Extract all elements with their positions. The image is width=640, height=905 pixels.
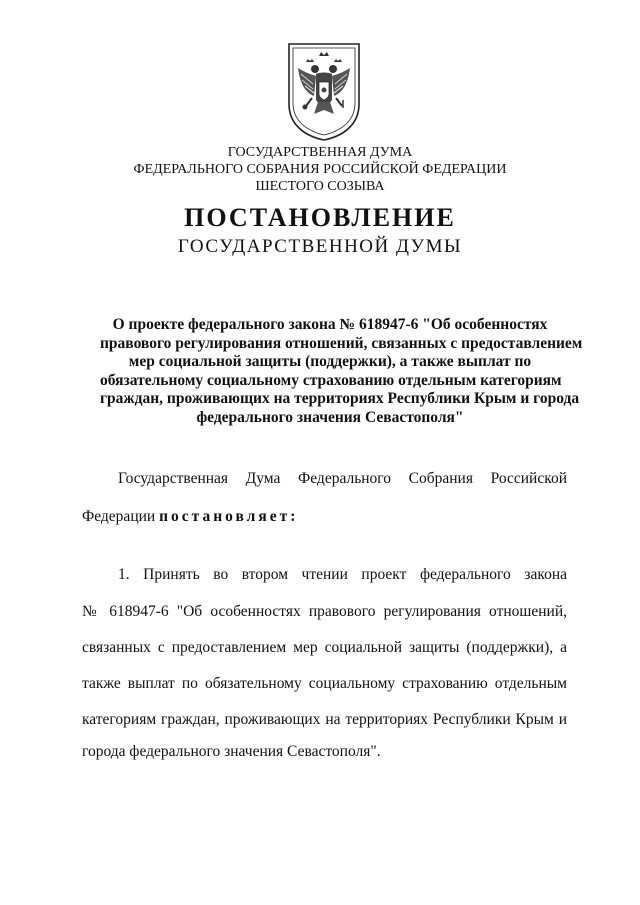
preamble-line — [82, 508, 567, 526]
subject-line: обязательному социальному страхованию отдельным категориям — [100, 371, 562, 389]
document-subtitle: ГОСУДАРСТВЕННОЙ ДУМЫ — [177, 236, 463, 257]
item1-line: также выплат по обязательному социальному страхованию отдельным — [82, 675, 567, 692]
coat-of-arms-emblem — [286, 42, 362, 142]
item1-line: города федерального значения Севастополя". — [82, 743, 381, 760]
preamble-line: Государственная Дума Федерального Собрания Российской — [118, 470, 567, 487]
preamble-start: Федерации — [82, 508, 160, 525]
preamble-decree-word: постановляет: — [159, 508, 299, 525]
document-title: ПОСТАНОВЛЕНИЕ — [184, 203, 456, 232]
item1-line: связанных с предоставлением мер социальной защиты (поддержки), а — [82, 639, 567, 656]
item1-line: № 618947-6 "Об особенностях правового регулирования отношений, — [82, 603, 567, 620]
header-assembly-line: ФЕДЕРАЛЬНОГО СОБРАНИЯ РОССИЙСКОЙ ФЕДЕРАЦИИ — [133, 162, 507, 177]
header-convocation-line: ШЕСТОГО СОЗЫВА — [255, 179, 385, 194]
subject-line: мер социальной защиты (поддержки), а также выплат по — [128, 353, 532, 370]
subject-line: О проекте федерального закона № 618947-6 "Об особенностях — [112, 316, 548, 333]
item1-line: 1. Принять во втором чтении проект федерального закона — [118, 566, 567, 583]
header-org-line: ГОСУДАРСТВЕННАЯ ДУМА — [227, 145, 413, 160]
subject-line: правового регулирования отношений, связанных с предоставлением — [100, 334, 583, 352]
subject-line: федерального значения Севастополя" — [196, 408, 464, 426]
item1-line: категориям граждан, проживающих на территориях Республики Крым и — [82, 711, 567, 728]
resolution-subject — [100, 316, 583, 427]
subject-line: граждан, проживающих на территориях Республики Крым и города — [100, 390, 580, 407]
